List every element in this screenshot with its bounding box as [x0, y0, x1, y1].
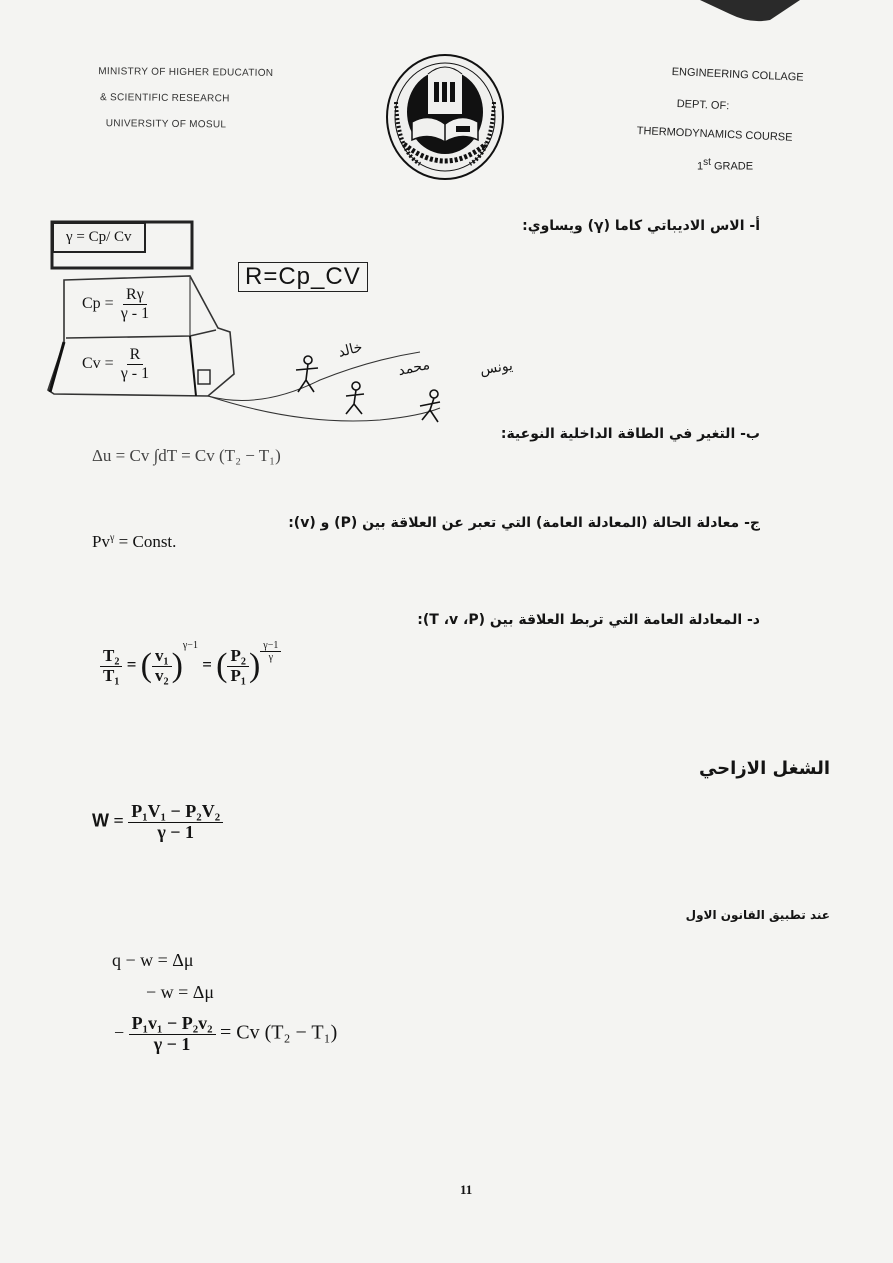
grade-word: GRADE — [713, 160, 754, 173]
fl3-numerator: P₁v₁ − P₂v₂ — [129, 1014, 216, 1035]
p-ratio — [227, 647, 248, 685]
first-law-eq-1: q − w = Δμ — [112, 950, 194, 970]
course-name: THERMODYNAMICS COURSE — [636, 125, 793, 144]
cp-lhs: Cp = — [82, 294, 114, 312]
displacement-work-title: الشغل الازاحي — [698, 758, 830, 779]
scribble-name-1: خالد — [336, 339, 365, 361]
grade-number: 1 — [697, 160, 704, 173]
work-numerator: P₁V₁ − P₂V₂ — [128, 802, 223, 823]
cp-numerator: Rγ — [123, 286, 147, 305]
work-denominator: γ − 1 — [157, 821, 195, 842]
cp-fraction — [118, 286, 152, 322]
tvp-relation — [100, 640, 281, 685]
section-c-label: ج- معادلة الحالة (المعادلة العامة) التي تعبر عن العلاقة بين (P) و (v): — [288, 515, 760, 531]
close-paren-1: ) — [171, 647, 183, 685]
open-paren-1: ( — [140, 647, 152, 685]
section-d-label: د- المعادلة العامة التي تربط العلاقة بين (T ،v ،P): — [417, 612, 760, 628]
fl3-fraction — [129, 1014, 216, 1055]
university-seal-logo — [384, 52, 506, 182]
cv-lhs: Cv = — [82, 354, 114, 372]
pv-exponent: γ — [109, 532, 115, 544]
open-paren-2: ( — [216, 647, 228, 685]
p-exponent — [260, 640, 281, 663]
scribble-name-3: يونس — [479, 357, 514, 379]
cv-formula — [82, 346, 152, 382]
first-law-eq-3 — [114, 1014, 337, 1055]
t1: T₁ — [103, 665, 120, 685]
work-equals: = — [113, 810, 124, 831]
grade-suffix: st — [703, 157, 711, 168]
first-law-label: عند تطبيق القانون الاول — [685, 908, 830, 922]
university-line: UNIVERSITY OF MOSUL — [105, 118, 227, 131]
ministry-header — [98, 59, 274, 139]
cp-formula — [82, 286, 152, 322]
work-equation — [92, 802, 223, 843]
p1: P₁ — [230, 665, 246, 685]
scribble-name-2: محمد — [396, 356, 432, 380]
equals-1: = — [126, 655, 137, 674]
scan-corner-artifact — [690, 0, 800, 24]
v2: v₂ — [154, 665, 169, 685]
cp-denominator: γ - 1 — [120, 304, 150, 322]
p2: P₂ — [227, 647, 248, 667]
r-definition-box: R=Cp_CV — [238, 262, 368, 292]
fl3-minus: − — [114, 1022, 125, 1043]
equals-2: = — [202, 655, 212, 674]
department-label: DEPT. OF: — [676, 98, 730, 113]
fl3-denominator: γ − 1 — [153, 1033, 191, 1054]
p-exp-den: γ — [268, 652, 274, 663]
t-ratio — [100, 647, 122, 685]
cv-numerator: R — [127, 346, 144, 365]
page-number: 11 — [460, 1182, 473, 1197]
t2: T₂ — [100, 647, 122, 667]
v1: v₁ — [152, 647, 172, 667]
p-exp-num: γ−1 — [260, 640, 281, 652]
v-exponent: γ−1 — [182, 640, 198, 651]
cv-denominator: γ - 1 — [120, 364, 150, 382]
ministry-line: MINISTRY OF HIGHER EDUCATION — [98, 66, 274, 79]
work-lhs: W — [92, 810, 109, 831]
section-a-label: أ- الاس الاديباتي كاما (γ) ويساوي: — [522, 218, 760, 234]
v-ratio — [152, 647, 172, 685]
close-paren-2: ) — [248, 647, 261, 685]
grade-label — [697, 157, 753, 173]
first-law-eq-2: − w = Δμ — [146, 982, 215, 1002]
research-line: & SCIENTIFIC RESEARCH — [99, 92, 230, 105]
fl3-rhs: = Cv (T₂ − T₁) — [220, 1021, 338, 1044]
state-equation — [92, 532, 176, 552]
gamma-definition-box: γ = Cp/ Cv — [52, 222, 146, 253]
internal-energy-equation: Δu = Cv ∫dT = Cv (T₂ − T₁) — [92, 446, 281, 465]
pv-rhs: = Const. — [114, 532, 177, 551]
pv-base: Pv — [92, 532, 110, 551]
section-b-label: ب- التغير في الطاقة الداخلية النوعية: — [500, 426, 760, 442]
work-fraction — [128, 802, 223, 843]
cv-fraction — [118, 346, 152, 382]
college-name: ENGINEERING COLLAGE — [671, 66, 804, 84]
